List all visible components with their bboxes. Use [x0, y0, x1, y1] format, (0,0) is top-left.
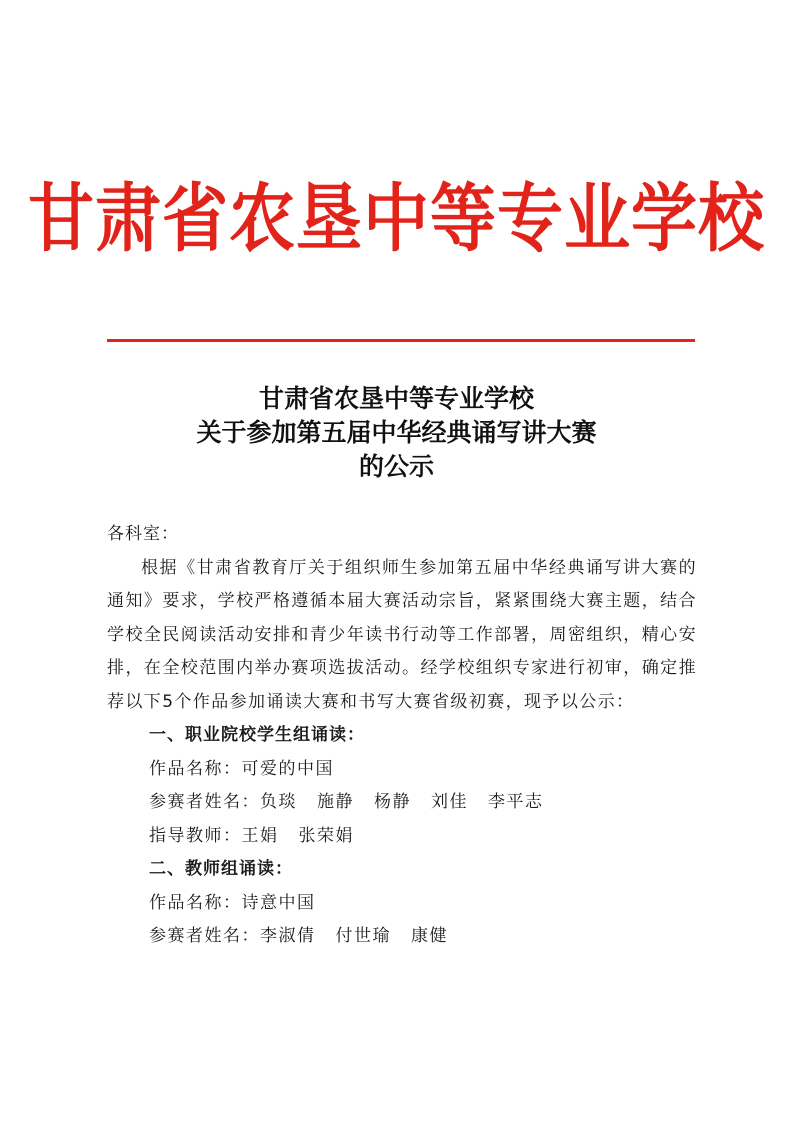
advisors-label: 指导教师： [149, 825, 242, 846]
document-title [0, 382, 793, 484]
work-name-value: 诗意中国 [241, 892, 316, 913]
participant-name: 施静 [317, 792, 354, 812]
work-name-value: 可爱的中国 [241, 758, 334, 779]
title-line-3: 的公示 [358, 452, 434, 481]
participant-name: 刘佳 [431, 792, 468, 812]
advisor-name: 王娟 [241, 825, 279, 846]
title-line-2: 关于参加第五届中华经典诵写讲大赛 [196, 418, 597, 447]
masthead [0, 170, 793, 270]
participants-label: 参赛者姓名： [149, 792, 260, 812]
masthead-divider [107, 339, 695, 342]
work-name-label: 作品名称： [149, 892, 242, 913]
section-heading-teacher: 二、教师组诵读： [149, 859, 293, 879]
work-name-label: 作品名称： [149, 758, 242, 779]
section-heading-student: 一、职业院校学生组诵读： [149, 725, 365, 745]
participant-name: 负琰 [260, 792, 297, 812]
advisor-name: 张荣娟 [298, 825, 354, 846]
teacher-participants-line [107, 920, 697, 954]
document-body [107, 518, 697, 954]
masthead-school-name: 甘肃省农垦中等专业学校 [28, 174, 765, 262]
participant-name: 李淑倩 [260, 926, 316, 946]
main-paragraph: 根据《甘肃省教育厅关于组织师生参加第五届中华经典诵写讲大赛的通知》要求，学校严格遵循本届大赛活动宗旨，紧紧围绕大赛主题，结合学校全民阅读活动安排和青少年读书行动等工作部署，周密组织，精心安排，在全校范围内举办赛项选拔活动。经学校组织专家进行初审，确定推荐以下5个作品参加诵读大赛和书写大赛省级初赛，现予以公示： [107, 557, 697, 712]
participants-label: 参赛者姓名： [149, 926, 260, 946]
title-line-1: 甘肃省农垦中等专业学校 [258, 384, 534, 413]
teacher-work-line [107, 887, 697, 921]
participant-name: 李平志 [488, 792, 544, 812]
student-advisors-line [107, 820, 697, 854]
participant-name: 付世瑜 [335, 926, 391, 946]
participant-name: 杨静 [374, 792, 411, 812]
participant-name: 康健 [411, 926, 448, 946]
student-work-line [107, 753, 697, 787]
student-participants-line [107, 786, 697, 820]
salutation: 各科室： [107, 524, 179, 544]
